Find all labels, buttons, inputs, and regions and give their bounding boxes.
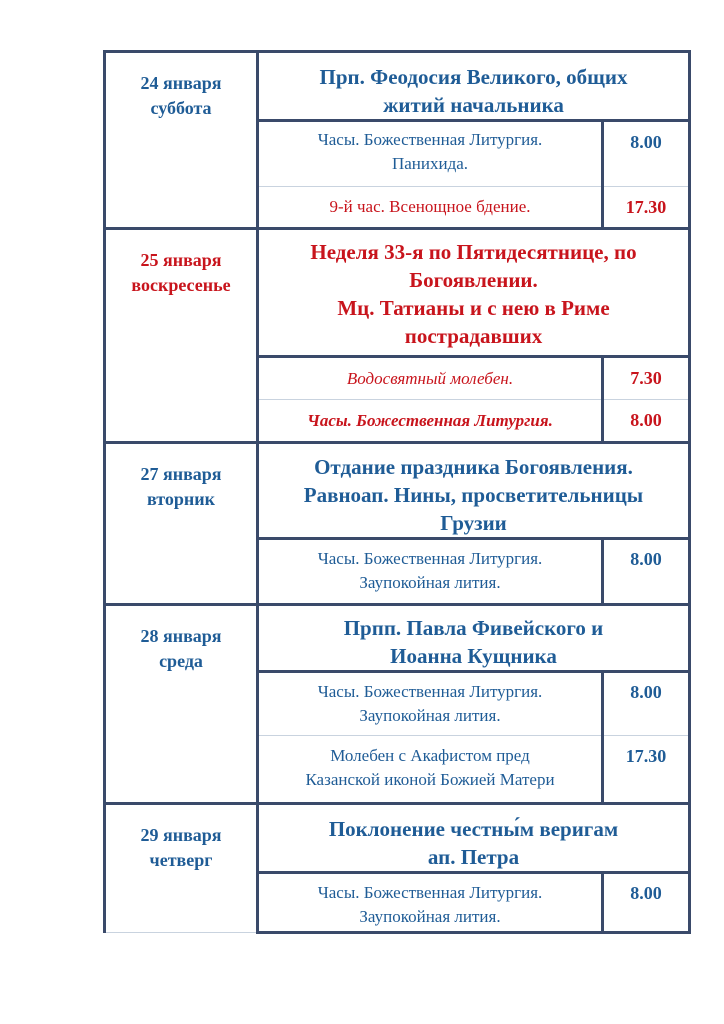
- service-time: 17.30: [603, 187, 690, 229]
- feast-title: [258, 804, 690, 873]
- service-time: 8.00: [603, 121, 690, 187]
- day-weekday: среда: [159, 651, 203, 671]
- service-name: [258, 873, 603, 933]
- feast-title-line: пострадавших: [404, 324, 543, 348]
- service-line: Казанской иконой Божией Матери: [305, 770, 555, 789]
- service-name: [258, 736, 603, 804]
- feast-title-line: Иоанна Кущника: [390, 644, 557, 668]
- service-time: 17.30: [603, 736, 690, 804]
- feast-title: [258, 605, 690, 672]
- feast-title: [258, 52, 690, 121]
- day-row: [105, 229, 690, 357]
- service-line: Заупокойная лития.: [359, 706, 501, 725]
- day-weekday: суббота: [150, 98, 212, 118]
- day-date: 27 января: [140, 464, 222, 484]
- feast-title-line: житий начальника: [383, 93, 564, 117]
- feast-title-line: Равноап. Нины, просветительницы: [303, 483, 644, 507]
- service-line: Заупокойная лития.: [359, 907, 501, 926]
- day-date: 24 января: [140, 73, 222, 93]
- day-date-cell: [105, 229, 258, 443]
- feast-title-line: Поклонение честны́м веригам: [328, 817, 619, 841]
- feast-title-line: Грузии: [440, 511, 507, 535]
- feast-title-line: ап. Петра: [427, 845, 520, 869]
- service-line: Заупокойная лития.: [359, 573, 501, 592]
- feast-title-line: Прпп. Павла Фивейского и: [343, 616, 604, 640]
- service-time: 7.30: [603, 357, 690, 400]
- feast-title: [258, 443, 690, 539]
- service-name: [258, 539, 603, 605]
- day-date: 25 января: [140, 250, 222, 270]
- day-row: [105, 605, 690, 672]
- day-date-cell: [105, 605, 258, 804]
- service-time: 8.00: [603, 873, 690, 933]
- service-name: [258, 672, 603, 736]
- service-time: 8.00: [603, 539, 690, 605]
- service-line: Молебен с Акафистом пред: [330, 746, 530, 765]
- feast-title-line: Богоявлении.: [409, 268, 538, 292]
- service-line: 9-й час. Всенощное бдение.: [329, 197, 531, 216]
- service-line: Часы. Божественная Литургия.: [317, 130, 543, 149]
- feast-title-line: Мц. Татианы и с нею в Риме: [337, 296, 610, 320]
- day-date-cell: [105, 443, 258, 605]
- day-date-cell: [105, 52, 258, 229]
- feast-title-line: Отдание праздника Богоявления.: [314, 455, 633, 479]
- service-time: 8.00: [603, 672, 690, 736]
- service-line: Часы. Божественная Литургия.: [317, 549, 543, 568]
- day-date: 28 января: [140, 626, 222, 646]
- service-line: Часы. Божественная Литургия.: [317, 883, 543, 902]
- day-weekday: четверг: [149, 850, 213, 870]
- service-name: [258, 121, 603, 187]
- service-time: 8.00: [603, 400, 690, 443]
- service-line: Панихида.: [391, 154, 469, 173]
- service-line: Водосвятный молебен.: [346, 368, 514, 388]
- service-line: Часы. Божественная Литургия.: [307, 410, 553, 430]
- day-date-cell: [105, 804, 258, 933]
- service-name: [258, 187, 603, 229]
- service-line: Часы. Божественная Литургия.: [317, 682, 543, 701]
- service-name: [258, 357, 603, 400]
- day-row: [105, 52, 690, 121]
- feast-title-line: Неделя 33-я по Пятидесятнице, по: [310, 240, 637, 264]
- feast-title: [258, 229, 690, 357]
- day-row: [105, 804, 690, 873]
- day-row: [105, 443, 690, 539]
- day-weekday: воскресенье: [131, 275, 231, 295]
- day-date: 29 января: [140, 825, 222, 845]
- feast-title-line: Прп. Феодосия Великого, общих: [319, 65, 628, 89]
- service-name: [258, 400, 603, 443]
- day-weekday: вторник: [146, 489, 215, 509]
- schedule-table: [103, 50, 691, 934]
